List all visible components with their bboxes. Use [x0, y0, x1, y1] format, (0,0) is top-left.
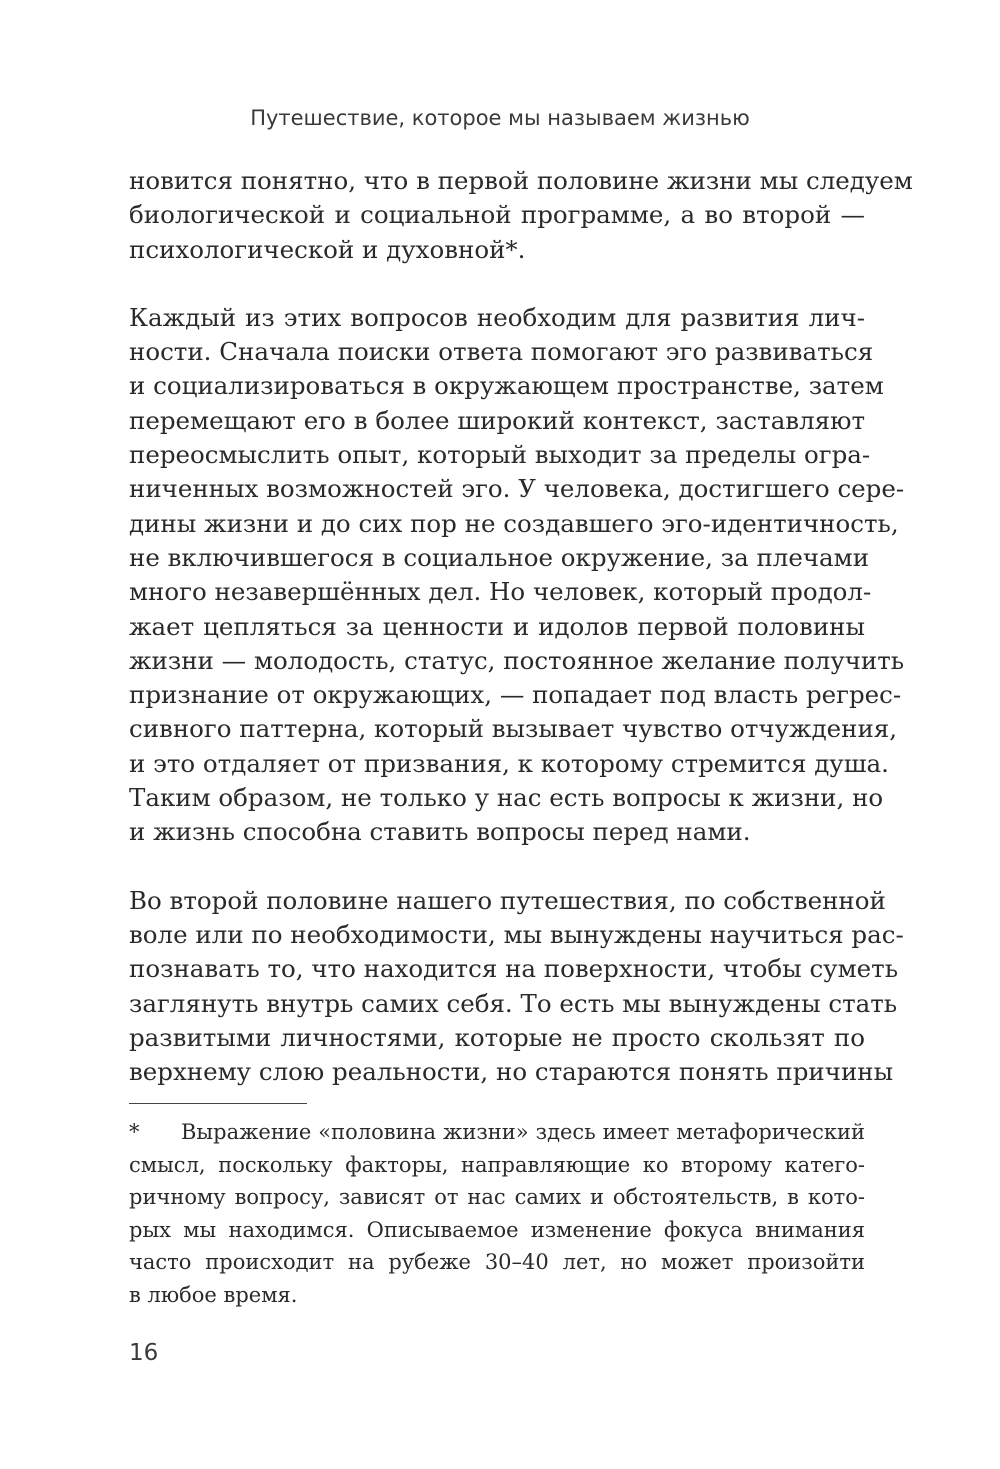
- text-line: новится понятно, что в первой половине жизни мы следуем: [129, 166, 913, 195]
- footnote-line: ричному вопросу, зависят от нас самих и обстоятельств, в кото-: [129, 1185, 865, 1209]
- text-line: познавать то, что находится на поверхности, чтобы суметь: [129, 954, 899, 984]
- footnote-marker: *: [129, 1120, 140, 1144]
- text-line: перемещают его в более широкий контекст, заставляют: [129, 405, 865, 435]
- text-line: не включившегося в социальное окружение, за плечами: [129, 542, 870, 572]
- paragraph-1: [129, 164, 913, 267]
- footnote: [129, 1116, 865, 1311]
- text-line: и жизнь способна ставить вопросы перед нами.: [129, 817, 751, 847]
- text-line: развитыми личностями, которые не просто скользят по: [129, 1022, 865, 1052]
- text-line: Каждый из этих вопросов необходим для развития лич-: [129, 302, 865, 332]
- text-line: Во второй половине нашего путешествия, по собственной: [129, 885, 886, 915]
- text-line: признание от окружающих, — попадает под власть регрес-: [129, 680, 902, 710]
- text-line: жизни — молодость, статус, постоянное желание получить: [129, 645, 905, 675]
- footnote-line: рых мы находимся. Описываемое изменение фокуса внимания: [129, 1217, 865, 1242]
- text-line: и это отдаляет от призвания, к которому стремится душа.: [129, 748, 889, 778]
- footnote-text: Выражение «половина жизни» здесь имеет метафорический: [181, 1120, 865, 1144]
- text-line: и социализироваться в окружающем пространстве, затем: [129, 371, 884, 401]
- footnote-line: часто происходит на рубеже 30–40 лет, но может произойти: [129, 1250, 865, 1274]
- body-text: [129, 164, 913, 1089]
- paragraph-3: [129, 884, 904, 1090]
- text-line: верхнему слою реальности, но стараются понять причины: [129, 1057, 894, 1087]
- paragraph-2: [129, 301, 905, 850]
- text-line: ниченных возможностей эго. У человека, достигшего сере-: [129, 474, 905, 504]
- text-line: много незавершённых дел. Но человек, который продол-: [129, 577, 872, 607]
- text-line: жает цепляться за ценности и идолов первой половины: [129, 611, 865, 641]
- footnote-line: смысл, поскольку факторы, направляющие ко второму катего-: [129, 1152, 865, 1177]
- footnote-divider: [129, 1103, 307, 1104]
- text-line: ности. Сначала поиски ответа помогают эго развиваться: [129, 337, 874, 367]
- page-number: 16: [129, 1340, 159, 1366]
- text-line: заглянуть внутрь самих себя. То есть мы вынуждены стать: [129, 988, 898, 1018]
- text-line: биологической и социальной программе, а во второй —: [129, 200, 865, 230]
- text-line: переосмыслить опыт, который выходит за пределы огра-: [129, 440, 871, 470]
- text-line: дины жизни и до сих пор не создавшего эго-идентичность,: [129, 508, 899, 538]
- running-head: Путешествие, которое мы называем жизнью: [250, 106, 750, 130]
- text-line: Таким образом, не только у нас есть вопросы к жизни, но: [129, 783, 884, 813]
- footnote-line: в любое время.: [129, 1282, 298, 1307]
- text-line: сивного паттерна, который вызывает чувство отчуждения,: [129, 714, 898, 744]
- footnote-line-1: [129, 1116, 865, 1149]
- text-line: психологической и духовной*.: [129, 234, 526, 264]
- text-line: воле или по необходимости, мы вынуждены научиться рас-: [129, 919, 904, 949]
